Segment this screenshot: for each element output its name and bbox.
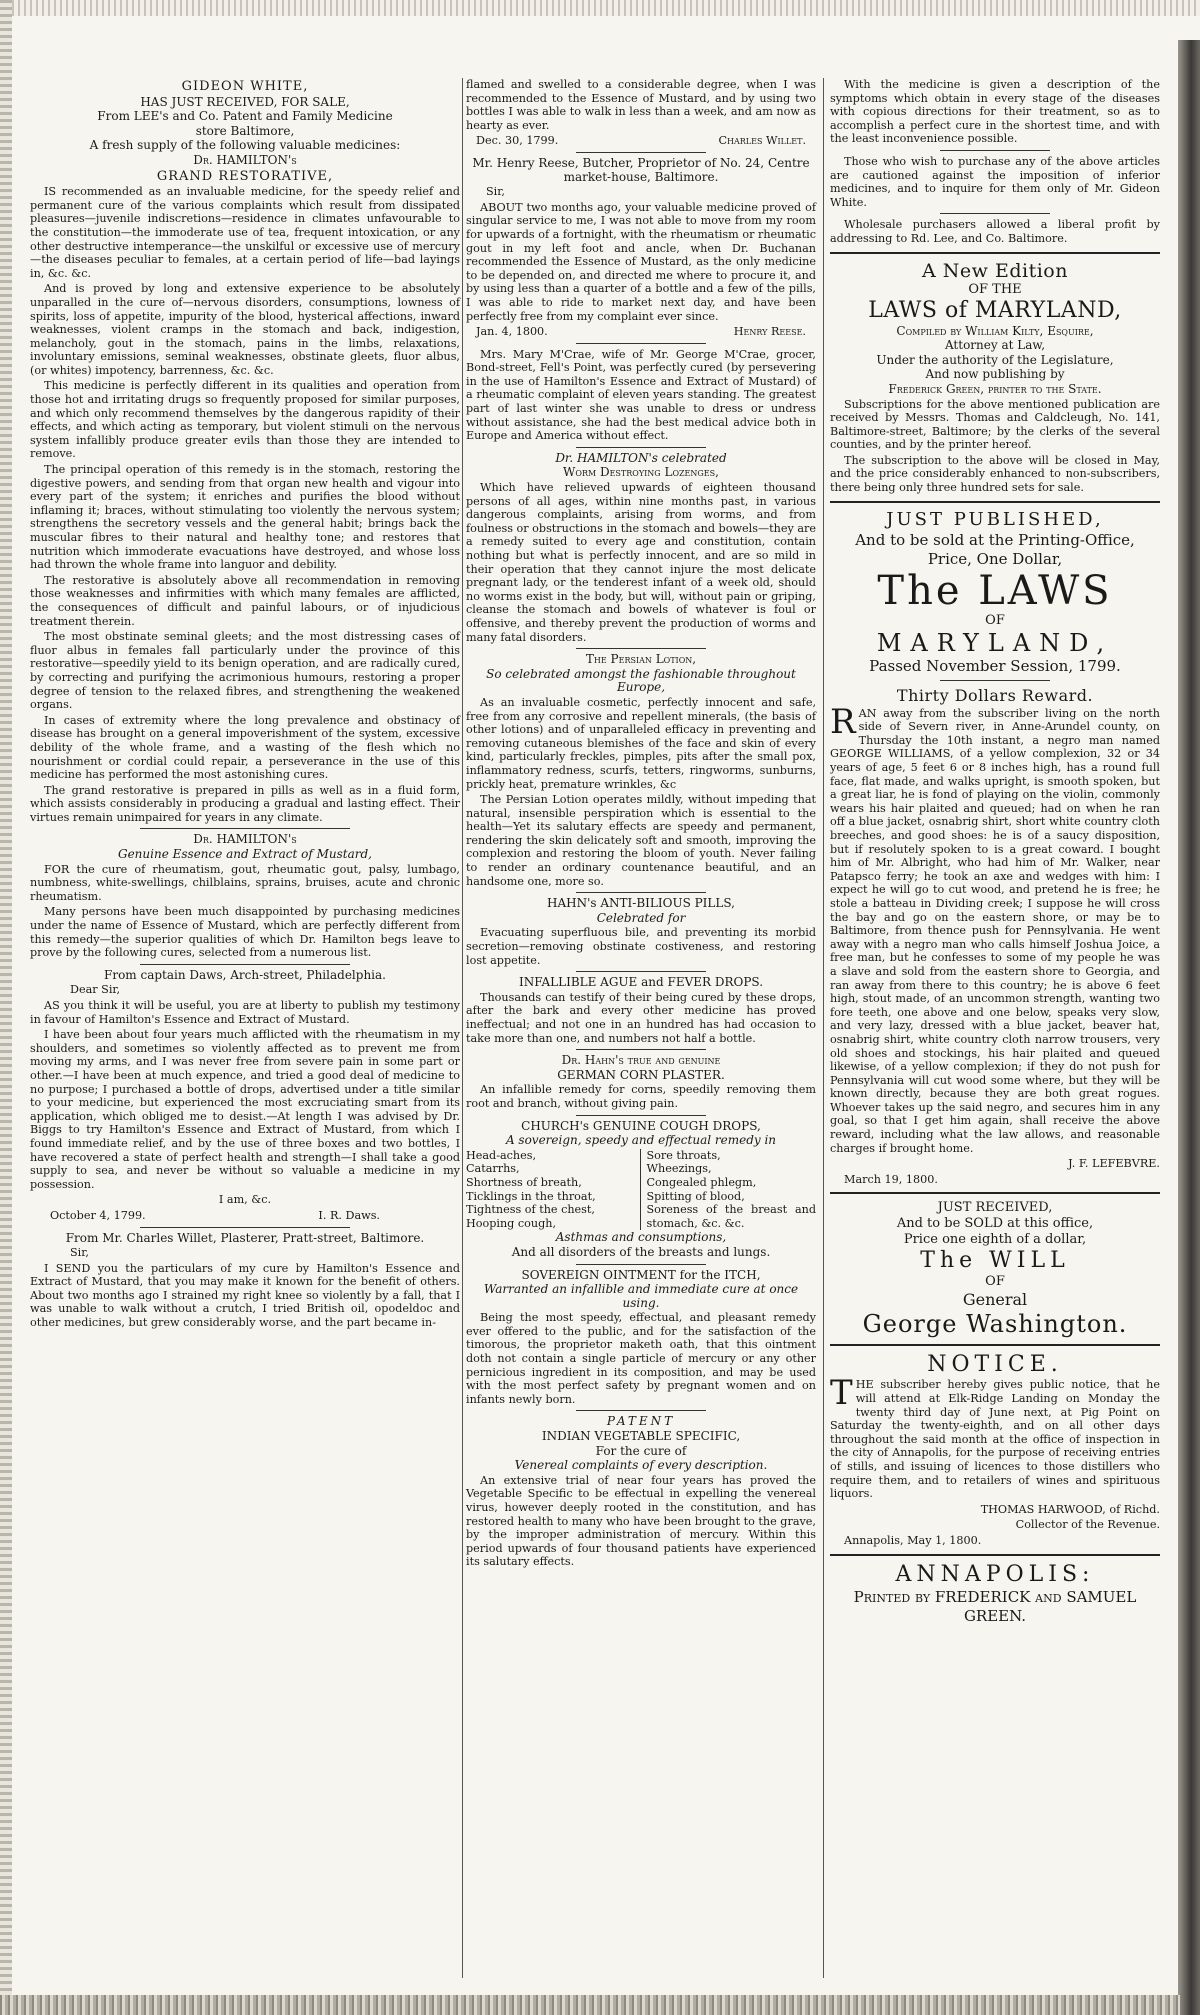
- washington-will-ad: [830, 1200, 1160, 1338]
- dateline: [466, 325, 816, 339]
- salutation: Sir,: [70, 1246, 89, 1260]
- ad-title: The LAWS: [877, 567, 1113, 614]
- ad-doctor: Dr. HAMILTON's: [193, 152, 297, 167]
- ad-subheading: GERMAN CORN PLASTER.: [557, 1067, 725, 1082]
- hamilton-restorative-ad: [30, 80, 460, 824]
- ad-line: OF: [985, 612, 1005, 628]
- divider: [576, 1264, 706, 1265]
- divider: [940, 213, 1050, 214]
- list-item: Shortness of breath,: [466, 1175, 582, 1189]
- date: March 19, 1800.: [844, 1172, 938, 1186]
- paragraph: This medicine is perfectly different in its qualities and operation from those hot and irritating drugs so frequently proposed for similar purposes, and which only recommend themselves by the dangerous rapidity of their effects, and which acting as temporary, but violent stimuli on the nervous system infallibly produce greater evils than those they are intended to remove.: [30, 379, 460, 461]
- paragraph: Wholesale purchasers allowed a liberal profit by addressing to Rd. Lee, and Co. Baltimore.: [830, 218, 1160, 245]
- ad-subheading: Genuine Essence and Extract of Mustard,: [117, 847, 372, 862]
- ad-heading: GIDEON WHITE,: [181, 79, 309, 94]
- ad-heading: Dr. HAMILTON's celebrated: [555, 450, 727, 465]
- reward-ad: [830, 685, 1160, 1187]
- divider: [830, 1344, 1160, 1346]
- ad-footer: Asthmas and consumptions,: [555, 1230, 727, 1245]
- ad-line: Passed November Session, 1799.: [869, 656, 1121, 675]
- ad-line: And now publishing by: [925, 367, 1065, 382]
- divider: [830, 252, 1160, 254]
- paragraph: Being the most speedy, effectual, and pleasant remedy ever offered to the public, and for the satisfaction of the timorous, the proprietor maketh oath, that this ointment doth not contain a single particle of mercury or any other pernicious ingredient in its composition, and may be used with the most perfect safety by pregnant women and on infants newly born.: [466, 1311, 816, 1406]
- testimonial-heading: From Mr. Charles Willet, Plasterer, Pratt-street, Baltimore.: [65, 1230, 425, 1245]
- list-item: Tightness of the chest,: [466, 1203, 595, 1217]
- paragraph: An infallible remedy for corns, speedily removing them root and branch, without giving pain.: [466, 1083, 816, 1110]
- drop-cap: T: [830, 1373, 853, 1414]
- signature: Charles Willet.: [718, 134, 806, 148]
- dateline: [466, 134, 816, 148]
- paragraph: FOR the cure of rheumatism, gout, rheumatic gout, palsy, lumbago, numbness, white-swellings, chilblains, sprains, bruises, acute and chronic rheumatism.: [30, 862, 460, 903]
- ad-heading: SOVEREIGN OINTMENT for the ITCH,: [521, 1267, 761, 1282]
- divider: [576, 447, 706, 448]
- paragraph: Subscriptions for the above mentioned publication are received by Messrs. Thomas and Caldcleugh, No. 141, Baltimore-street, Baltimore; by the clerks of the several counties, and by the printer hereof.: [830, 397, 1160, 452]
- column-rule-2: [823, 78, 824, 1978]
- date: Jan. 4, 1800.: [476, 325, 548, 339]
- paragraph: As an invaluable cosmetic, perfectly innocent and safe, free from any corrosive and repellent minerals, (the basis of other lotions) and of unparalleled efficacy in preventing and removing cutaneous blemishes of the face and skin of every kind, particularly freckles, pimples, pits after the small pox, inflammatory redness, scurfs, tetters, ringworms, sunburns, prickly heat, premature wrinkles, &c: [466, 695, 816, 791]
- ad-line: Price, One Dollar,: [927, 549, 1063, 568]
- ad-title: LAWS of MARYLAND,: [868, 297, 1122, 323]
- ad-title: George Washington.: [862, 1310, 1128, 1339]
- daws-testimonial: [30, 969, 460, 1223]
- list-item: Sore throats,: [646, 1148, 721, 1162]
- laws-just-published-ad: [830, 509, 1160, 676]
- ad-title: Thirty Dollars Reward.: [896, 685, 1094, 705]
- ailment-list: [466, 1149, 816, 1231]
- paragraph: AS you think it will be useful, you are at liberty to publish my testimony in favour of Hamilton's Essence and Extract of Mustard.: [30, 999, 460, 1026]
- ad-line: Attorney at Law,: [944, 338, 1046, 353]
- dateline: [30, 1209, 460, 1223]
- ad-subheading: HAS JUST RECEIVED, FOR SALE,: [140, 94, 350, 109]
- column-rule-1: [462, 78, 463, 1978]
- list-item: Hooping cough,: [466, 1216, 557, 1230]
- divider: [940, 150, 1050, 151]
- binding-edge: [1178, 40, 1200, 2015]
- divider: [576, 1049, 706, 1050]
- mustard-ad: [30, 833, 460, 959]
- paragraph: In cases of extremity where the long prevalence and obstinacy of disease has brought on a general impoverishment of the system, excessive debility of the whole frame, and a wasting of the flesh which no nourishment or cordial could repair, a perseverance in the use of this medicine has performed the most astonishing cures.: [30, 713, 460, 782]
- ad-heading: The Persian Lotion,: [585, 652, 697, 667]
- ad-line: And to be sold at the Printing-Office,: [855, 530, 1135, 549]
- signature: J. F. LEFEBVRE.: [1068, 1157, 1160, 1171]
- worm-lozenges-ad: [466, 452, 816, 644]
- paragraph: Many persons have been much disappointed by purchasing medicines under the name of Essence of Mustard, which are perfectly different from this remedy—the superior qualities of which Dr. Hamilton begs leave to prove by the following cures, selected from a numerous list.: [30, 905, 460, 960]
- ad-product: GRAND RESTORATIVE,: [156, 168, 334, 184]
- willet-testimonial-start: [30, 1232, 460, 1330]
- list-item: Catarrhs,: [466, 1162, 520, 1176]
- imprint-city: ANNAPOLIS:: [895, 1561, 1095, 1587]
- reese-testimonial: [466, 157, 816, 339]
- paragraph: The most obstinate seminal gleets; and the most distressing cases of fluor albus in females fall particularly under the province of this restorative—speedily yield to its benign operation, and are radically cured, by correcting and purifying the acrimonious humours, restoring a proper degree of tension to the relaxed fibres, and strengthening the weakened organs.: [30, 630, 460, 712]
- column-2: [466, 78, 816, 1571]
- salutation: Dear Sir,: [70, 983, 121, 997]
- ad-line: JUST RECEIVED,: [937, 1200, 1053, 1216]
- ad-subheading: INDIAN VEGETABLE SPECIFIC,: [541, 1429, 741, 1444]
- paragraph: I SEND you the particulars of my cure by Hamilton's Essence and Extract of Mustard, that you may make it known for the benefit of others. About two months ago I strained my right knee so violently by a fall, that I was unable to walk without a crutch, I tried British oil, opodeldoc and other medicines, but grew considerably worse, and the part became in-: [30, 1261, 460, 1330]
- divider: [830, 501, 1160, 503]
- mccrae-testimonial: Mrs. Mary M'Crae, wife of Mr. George M'Crae, grocer, Bond-street, Fell's Point, was perfectly cured (by persevering in the use of Hamilton's Essence and Extract of Mustard) of a rheumatic complaint of eleven years standing. The greatest part of last winter she was unable to dress or undress without assistance, she had the best medical advice both in Europe and America without effect.: [466, 347, 816, 443]
- ad-footer: And all disorders of the breasts and lungs.: [511, 1244, 771, 1259]
- paragraph: Which have relieved upwards of eighteen thousand persons of all ages, within nine months past, in various dangerous complaints, arising from worms, and from foulness or obstructions in the stomach and bowels—they are a remedy suited to every age and constitution, contain nothing but what is perfectly innocent, and are so mild in their operation that they cannot injure the most delicate pregnant lady, or the tenderest infant of a week old, should no worms exist in the body, but will, without pain or griping, cleanse the stomach and bowels of whatever is foul or offensive, and thereby prevent the production of worms and many fatal disorders.: [466, 481, 816, 644]
- column-3: [830, 78, 1160, 1626]
- divider: [576, 343, 706, 344]
- list-item: Soreness of the breast and stomach, &c. &c.: [646, 1203, 816, 1230]
- persian-lotion-ad: [466, 653, 816, 888]
- ailment-list-left: [466, 1149, 641, 1231]
- notice-ad: [830, 1352, 1160, 1547]
- divider: [576, 892, 706, 893]
- imprint-line: GREEN.: [963, 1606, 1027, 1625]
- divider: [830, 1554, 1160, 1556]
- signature: THOMAS HARWOOD, of Richd.: [980, 1502, 1160, 1516]
- ad-subheading: Celebrated for: [596, 910, 686, 925]
- divider: [140, 828, 350, 829]
- list-item: Spitting of blood,: [646, 1189, 745, 1203]
- date: October 4, 1799.: [50, 1208, 146, 1222]
- divider: [576, 648, 706, 649]
- ad-heading: INFALLIBLE AGUE and FEVER DROPS.: [518, 975, 764, 990]
- cough-drops-ad: [466, 1120, 816, 1260]
- vegetable-specific-ad: [466, 1415, 816, 1569]
- medicine-notes: [830, 78, 1160, 246]
- laws-new-edition-ad: [830, 260, 1160, 495]
- divider: [576, 152, 706, 153]
- paragraph: [830, 701, 1160, 1156]
- ague-drops-ad: [466, 976, 816, 1045]
- corn-plaster-ad: [466, 1054, 816, 1110]
- testimonial-heading: From captain Daws, Arch-street, Philadelphia.: [104, 967, 386, 982]
- ad-subheading: Worm Destroying Lozenges,: [563, 465, 719, 480]
- ad-heading: PATENT: [606, 1414, 676, 1429]
- paragraph: ABOUT two months ago, your valuable medicine proved of singular service to me, I was not able to move from my room for upwards of a fortnight, with the rheumatism or rheumatic gout in my left foot and ancle, when Dr. Buchanan recommended the Essence of Mustard, as the only medicine to be depended on, and directed me where to procure it, and by using less than a quarter of a bottle and a few of the pills, I was able to ride to market next day, and have been perfectly free from my complaint ever since.: [466, 200, 816, 323]
- ad-line: Compiled by William Kilty, Esquire,: [896, 323, 1094, 338]
- ad-line: OF: [985, 1274, 1005, 1290]
- ad-subheading: Warranted an infallible and immediate cure at once using.: [483, 1282, 799, 1310]
- paragraph: The principal operation of this remedy is in the stomach, restoring the digestive powers, and sending from that organ new health and vigour into every part of the system; it enriches and purifies the blood without inflaming it; braces, without stimulating too violently the nervous system; strengthens the secretory vessels and the general habit; brings back the muscular fibres to their natural and healthy tone; and restores that nutrition which immoderate evacuations have destroyed, and whose loss had thrown the whole frame into languor and debility.: [30, 463, 460, 572]
- ad-line: Frederick Green, printer to the State.: [888, 381, 1102, 396]
- page-edge-left: [0, 0, 12, 2015]
- drop-cap: R: [830, 701, 856, 742]
- signature: Henry Reese.: [733, 325, 806, 339]
- ad-title: The WILL: [920, 1248, 1070, 1274]
- ad-title: MARYLAND,: [876, 628, 1114, 657]
- divider: [830, 1192, 1160, 1194]
- ad-subheading: For the cure of: [595, 1443, 687, 1458]
- divider: [140, 1227, 350, 1228]
- ad-title: NOTICE.: [927, 1352, 1063, 1378]
- ad-source: From LEE's and Co. Patent and Family Medicine: [97, 109, 393, 124]
- ad-line: General: [962, 1290, 1028, 1310]
- paragraph: With the medicine is given a description of the symptoms which obtain in every stage of the diseases with copious directions for their treatment, so as to accomplish a perfect cure in the shortest time, and with the least inconvenience possible.: [830, 78, 1160, 146]
- list-item: Ticklings in the throat,: [466, 1189, 596, 1203]
- paragraph: The Persian Lotion operates mildly, without impeding that natural, insensible perspiration which is essential to the health—Yet its salutary effects are speedy and permanent, rendering the skin delicately soft and smooth, improving the complexion and restoring the bloom of youth. Never failing to render an ordinary countenance beautiful, and an handsome one, more so.: [466, 793, 816, 888]
- divider: [576, 971, 706, 972]
- divider: [576, 1410, 706, 1411]
- paragraph: And is proved by long and extensive experience to be absolutely unparalled in the cure of—nervous disorders, consumptions, lowness of spirits, loss of appetite, impurity of the blood, hysterical affections, inward weaknesses, violent cramps in the stomach and back, indigestion, melancholy, gout in the stomach, pains in the limbs, relaxations, involuntary emissions, seminal weaknesses, obstinate gleets, fluor albus, (or whites) impotency, barrenness, &c. &c.: [30, 282, 460, 377]
- signature-title: Collector of the Revenue.: [1015, 1518, 1160, 1532]
- ad-line: Price one eighth of a dollar,: [903, 1232, 1087, 1248]
- paragraph: The grand restorative is prepared in pills as well as in a fluid form, which assists considerably in producing a gradual and lasting effect. Their virtues remain unimpaired for years in any climate.: [30, 783, 460, 824]
- anti-bilious-pills-ad: [466, 897, 816, 967]
- ailment-list-right: [641, 1149, 817, 1231]
- paragraph: The restorative is absolutely above all recommendation in removing those weaknesses and infirmities with which many females are afflicted, the consequences of difficult and painful labours, or of injudicious treatment therein.: [30, 573, 460, 628]
- divider: [140, 964, 350, 965]
- willet-testimonial-end: [466, 78, 816, 148]
- paragraph-text: AN away from the subscriber living on the north side of Severn river, in Anne-Arundel county, on Thursday the 10th instant, a negro man named GEORGE WILLIAMS, of a yellow complexion, 32 or 34 years of age, 5 feet 6 or 8 inches high, has a round full face, flat made, and walks upright, is smooth spoken, but a great liar, he is fond of playing on the violin, commonly wears his hair plaited and queued; had on when he ran off a blue jacket, osnabrig shirt, short white country cloth breeches, and good shoes: he is of a saucy disposition, but if resolutely spoken to is a great coward. I bought him of Mr. Albright, who had him of Mr. Walker, near Patapsco ferry; he took an axe and wedges with him: I expect he will go to cut wood, and pretend he is free; he stole a batteau in Dividing creek; I suppose he will cross the bay and go on the eastern shore, or may be to Baltimore, from thence push for Pennsylvania. He went away with a negro man who calls himself Joshua Joice, a free man, but he confesses to some of my people he was a slave and sold from the eastern shore to Georgia, and ran away from there to this country; he is above 6 feet high, stout made, of an uncommon strength, wanting two fore teeth, one above and one below, speaks very slow, and very lazy, dressed with a blue jacket, beaver hat, osnabrig shirt, white country cloth narrow trousers, very old shoes and stockings, his hair plaited and queued likewise, of a yellow complexion; if they do not push for Pennsylvania will cut wood some where, but they will be known directly, because they are both great rogues. Whoever takes up the said negro, and secures him in any goal, so that I get him again, shall receive the above reward, including what the law allows, and reasonable charges if brought home.: [830, 706, 1160, 1155]
- imprint: [830, 1562, 1160, 1626]
- paragraph: IS recommended as an invaluable medicine, for the speedy relief and permanent cure of the various complaints which result from dissipated pleasures—juvenile indiscretions—residence in climates unfavourable to the constitution—the immoderate use of tea, frequent intoxication, or any other destructive intemperance—the unskilful or excessive use of mercury—the diseases peculiar to females, at a certain period of life—bad layings in, &c. &c.: [30, 185, 460, 280]
- testimonial-heading: Mr. Henry Reese, Butcher, Proprietor of No. 24, Centre market-house, Baltimore.: [472, 155, 810, 184]
- ad-line: A New Edition: [922, 259, 1068, 282]
- page-edge-top: [0, 0, 1200, 16]
- ad-line: OF THE: [968, 281, 1022, 297]
- paragraph: Thousands can testify of their being cured by these drops, after the bark and every other medicine has proved ineffectual; and not one in an hundred has had occasion to take more than one, and numbers not half a bottle.: [466, 990, 816, 1045]
- paragraph: Those who wish to purchase any of the above articles are cautioned against the imposition of inferior medicines, and to inquire for them only of Mr. Gideon White.: [830, 154, 1160, 209]
- paragraph: flamed and swelled to a considerable degree, when I was recommended to the Essence of Mustard, and by using two bottles I was able to walk in less than a week, and am now as hearty as ever.: [466, 78, 816, 132]
- ad-source-2: store Baltimore,: [195, 123, 295, 138]
- ad-heading: Dr. HAMILTON's: [193, 832, 297, 847]
- divider: [576, 1115, 706, 1116]
- list-item: Wheezings,: [646, 1162, 712, 1176]
- list-item: Congealed phlegm,: [646, 1175, 757, 1189]
- paragraph: [830, 1373, 1160, 1501]
- ad-intro: A fresh supply of the following valuable medicines:: [89, 138, 401, 153]
- ad-subheading: Venereal complaints of every description.: [514, 1458, 768, 1473]
- date: Annapolis, May 1, 1800.: [844, 1533, 982, 1547]
- divider: [940, 680, 1050, 681]
- paragraph: I have been about four years much afflicted with the rheumatism in my shoulders, and sometimes so violently affected as to prevent me from moving my arms, and I was never free from severe pain in some part or other.—I have been at much expence, and tried a good deal of medicine to no purpose; I purchased a bottle of drops, advertised under a title similar to your medicine, but experienced the most excruciating smart from its application, which obliged me to desist.—At length I was advised by Dr. Biggs to try Hamilton's Essence and Extract of Mustard, from which I found immediate relief, and by the use of three boxes and two bottles, I have recovered a state of perfect health and strength—I shall take a good supply to sea, and never be without so valuable a medicine in my possession.: [30, 1028, 460, 1191]
- ad-heading: CHURCH's GENUINE COUGH DROPS,: [521, 1118, 761, 1133]
- column-1: [30, 78, 460, 1332]
- itch-ointment-ad: [466, 1269, 816, 1407]
- paragraph-text: HE subscriber hereby gives public notice, that he will attend at Elk-Ridge Landing on Monday the twenty third day of June next, at Pig Point on Saturday the twenty-eighth, and on all other days throughout the said month at the office of inspection in the city of Annapolis, for the purpose of receiving entries of stills, and issuing of licences to those distillers who require them, and to retailers of wines and spirituous liquors.: [830, 1378, 1160, 1501]
- ad-heading: Dr. Hahn's true and genuine: [561, 1053, 721, 1068]
- paragraph: An extensive trial of near four years has proved the Vegetable Specific to be effectual in expelling the venereal virus, however deeply rooted in the constitution, and has restored health to many who have been brought to the grave, by the improper administration of mercury. Within this period upwards of four thousand patients have experienced its salutary effects.: [466, 1473, 816, 1569]
- date: Dec. 30, 1799.: [476, 134, 559, 148]
- paragraph: Evacuating superfluous bile, and preventing its morbid secretion—removing obstinate costiveness, and restoring lost appetite.: [466, 926, 816, 967]
- list-item: Head-aches,: [466, 1148, 537, 1162]
- ad-heading: HAHN's ANTI-BILIOUS PILLS,: [547, 896, 735, 911]
- closing: I am, &c.: [218, 1193, 272, 1207]
- ad-line: And to be SOLD at this office,: [896, 1216, 1094, 1232]
- ad-line: Under the authority of the Legislature,: [876, 352, 1114, 367]
- paragraph: The subscription to the above will be closed in May, and the price considerably enhanced to non-subscribers, there being only three hundred sets for sale.: [830, 453, 1160, 495]
- ad-subheading: A sovereign, speedy and effectual remedy in: [505, 1133, 777, 1148]
- ad-subheading: So celebrated amongst the fashionable throughout Europe,: [486, 666, 796, 695]
- page-edge-bottom: [0, 1995, 1180, 2015]
- ad-line: JUST PUBLISHED,: [886, 508, 1104, 530]
- signature: I. R. Daws.: [318, 1208, 380, 1222]
- imprint-line: Printed by FREDERICK and SAMUEL: [853, 1587, 1137, 1606]
- salutation: Sir,: [486, 185, 505, 199]
